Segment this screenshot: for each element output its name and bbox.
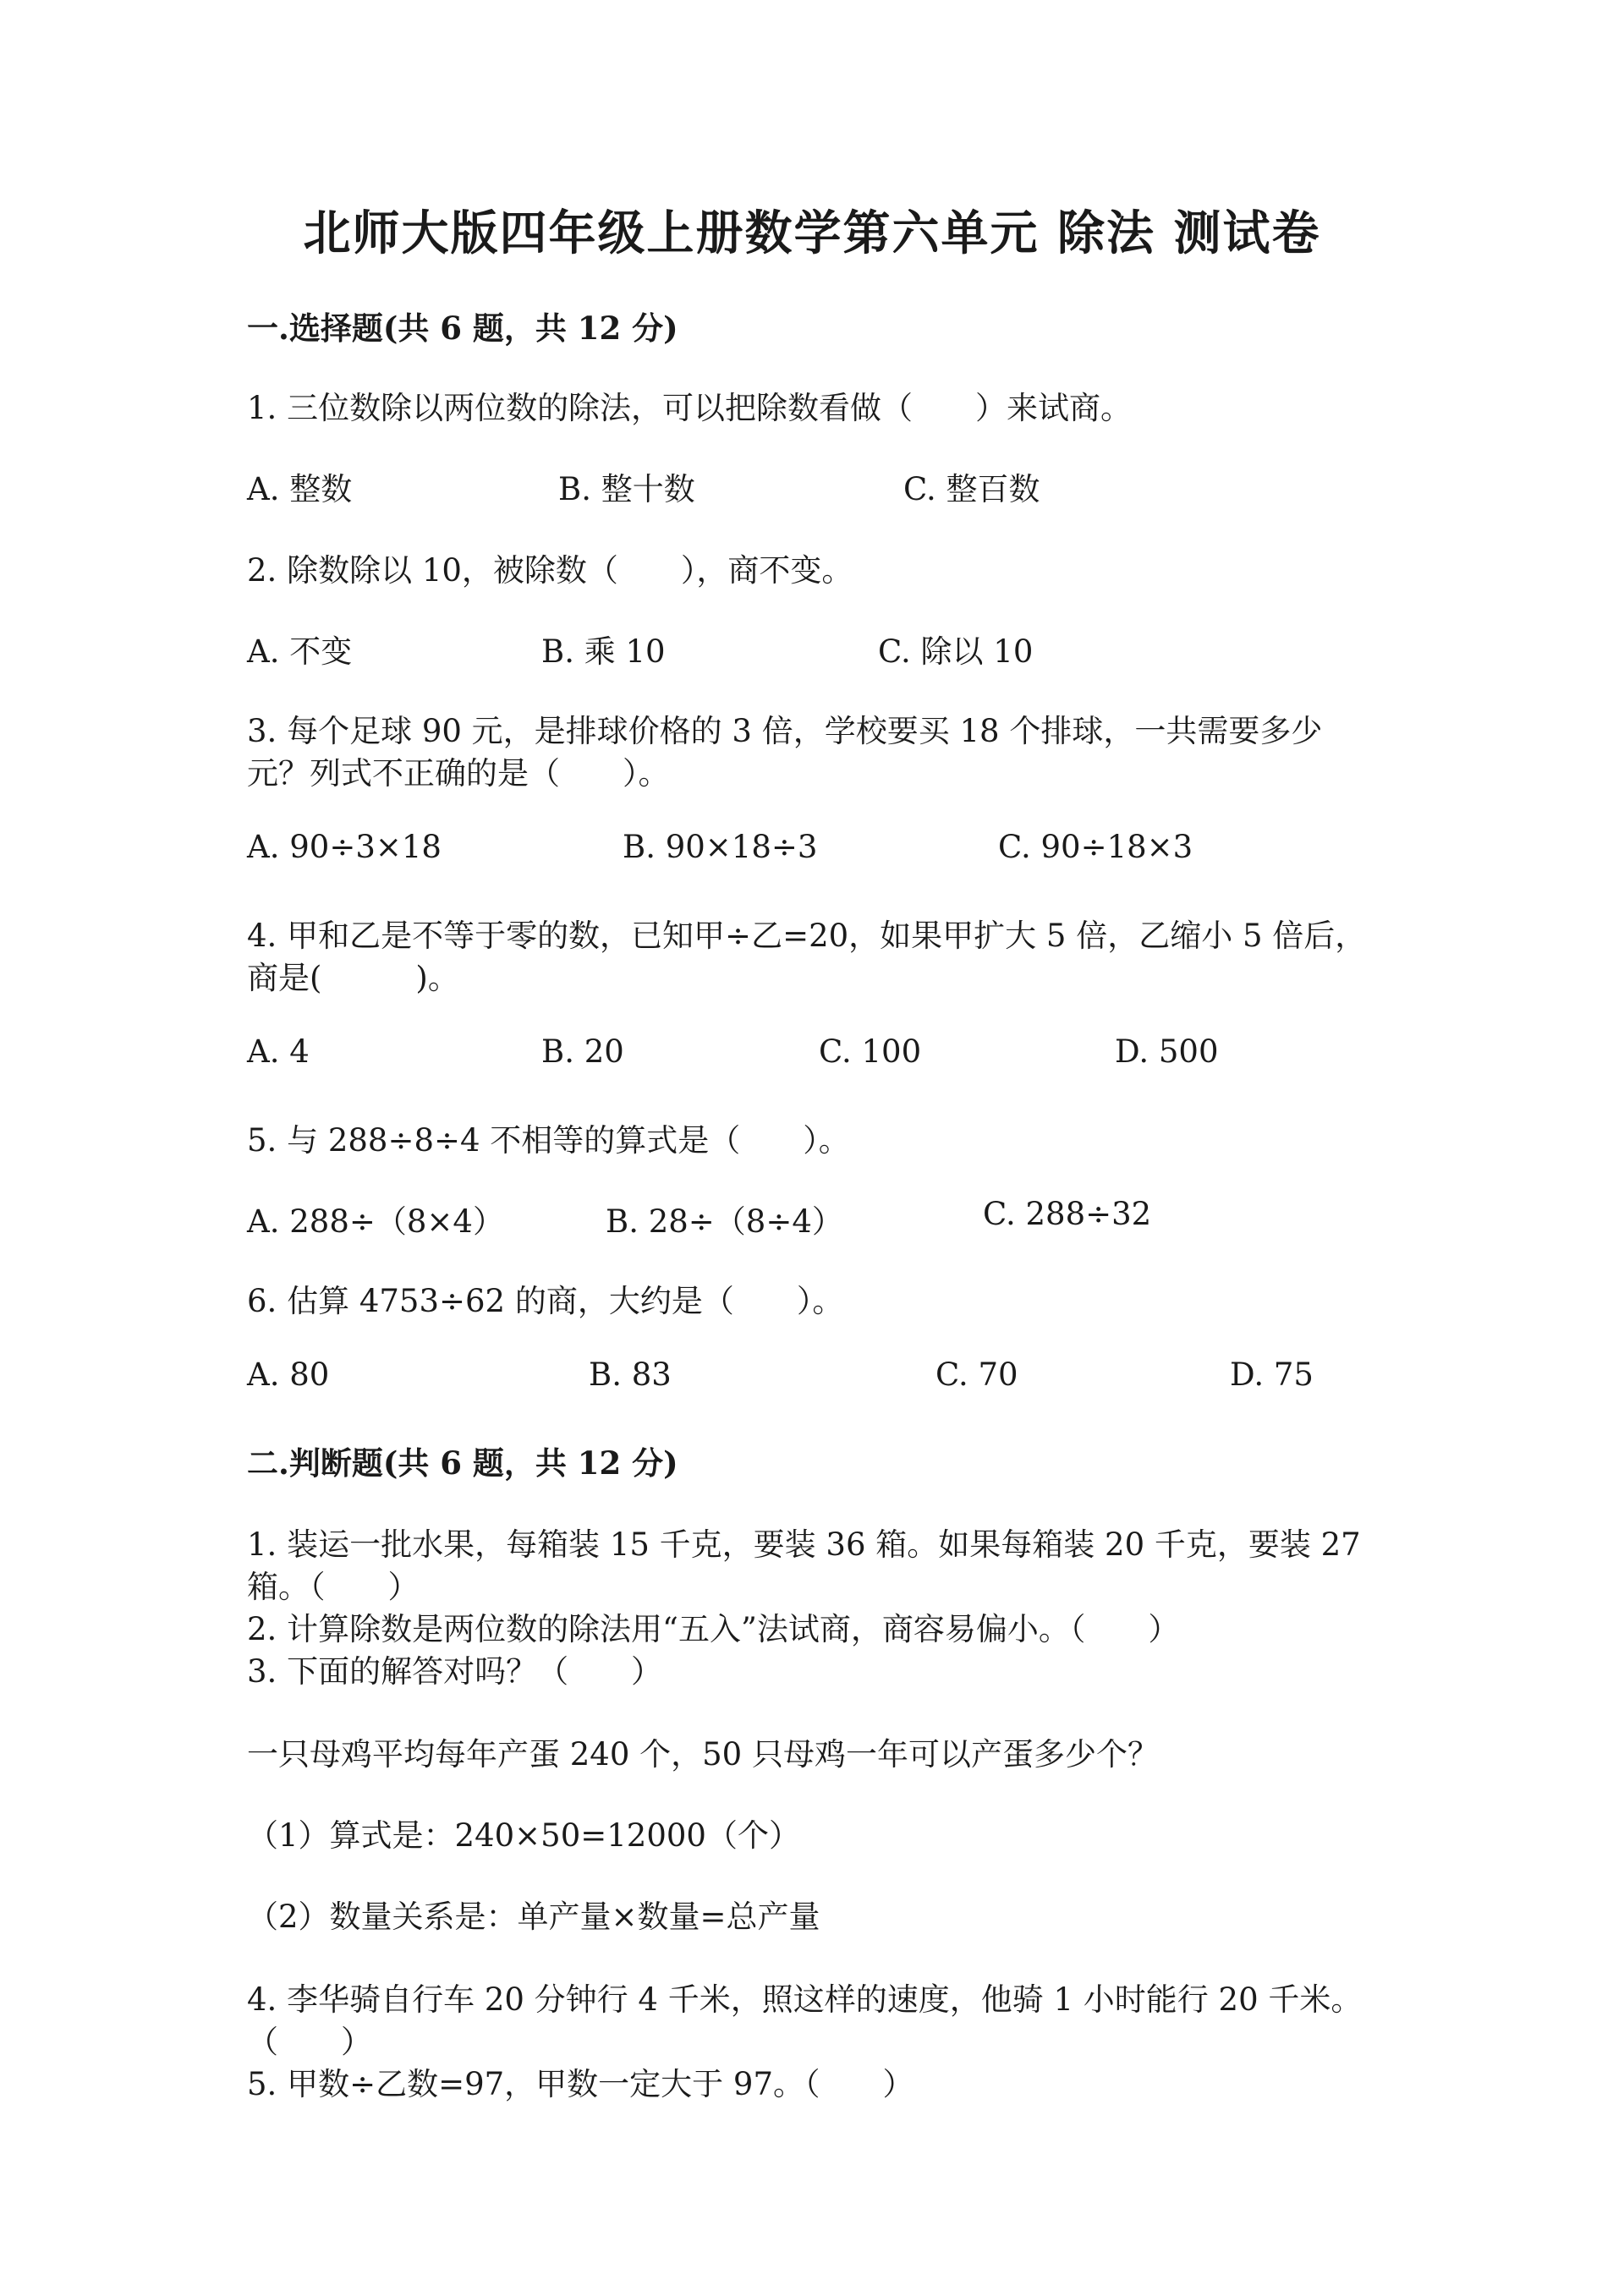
statement-text: （ ） — [247, 2024, 372, 2060]
statement-text: （1）算式是：240×50=12000（个） — [247, 1817, 800, 1854]
option-c: C. 288÷32 — [983, 1196, 1152, 1232]
option-a: A. 整数 — [247, 471, 353, 507]
statement-text: 5. 甲数÷乙数=97，甲数一定大于 97。（ ） — [247, 2066, 914, 2102]
section-heading-judgment: 二.判断题(共 6 题，共 12 分) — [247, 1444, 678, 1482]
statement-text: （2）数量关系是：单产量×数量=总产量 — [247, 1899, 820, 1935]
option-a: A. 288÷（8×4） — [247, 1203, 504, 1240]
statement-text: 2. 计算除数是两位数的除法用“五入”法试商，商容易偏小。（ ） — [247, 1611, 1180, 1647]
option-c: C. 70 — [935, 1356, 1018, 1393]
option-b: B. 乘 10 — [541, 633, 666, 670]
statement-text: 1. 装运一批水果，每箱装 15 千克，要装 36 箱。如果每箱装 20 千克，要装 27 — [247, 1526, 1361, 1563]
option-b: B. 83 — [589, 1356, 672, 1393]
question-text: 2. 除数除以 10，被除数（ ），商不变。 — [247, 552, 853, 589]
option-b: B. 90×18÷3 — [623, 829, 818, 865]
option-c: C. 除以 10 — [878, 633, 1034, 670]
question-text: 元？列式不正确的是（ ）。 — [247, 755, 670, 792]
question-text: 6. 估算 4753÷62 的商，大约是（ ）。 — [247, 1283, 844, 1319]
page-title: 北师大版四年级上册数学第六单元 除法 测试卷 — [303, 205, 1321, 261]
option-b: B. 20 — [541, 1033, 624, 1070]
option-d: D. 500 — [1115, 1033, 1219, 1070]
question-text: 5. 与 288÷8÷4 不相等的算式是（ ）。 — [247, 1122, 850, 1159]
option-b: B. 整十数 — [558, 471, 695, 507]
statement-text: 箱。（ ） — [247, 1569, 420, 1605]
question-text: 3. 每个足球 90 元，是排球价格的 3 倍，学校要买 18 个排球，一共需要多少 — [247, 713, 1323, 749]
question-text: 1. 三位数除以两位数的除法，可以把除数看做（ ）来试商。 — [247, 390, 1133, 426]
statement-text: 一只母鸡平均每年产蛋 240 个，50 只母鸡一年可以产蛋多少个？ — [247, 1736, 1159, 1773]
option-c: C. 整百数 — [903, 471, 1040, 507]
option-a: A. 4 — [247, 1033, 310, 1070]
option-a: A. 90÷3×18 — [247, 829, 442, 865]
option-a: A. 80 — [247, 1356, 330, 1393]
statement-text: 4. 李华骑自行车 20 分钟行 4 千米，照这样的速度，他骑 1 小时能行 20 千米。 — [247, 1981, 1363, 2018]
option-c: C. 100 — [819, 1033, 922, 1070]
statement-text: 3. 下面的解答对吗？（ ） — [247, 1653, 663, 1690]
question-text: 商是( )。 — [247, 960, 459, 996]
option-a: A. 不变 — [247, 633, 353, 670]
option-b: B. 28÷（8÷4） — [606, 1203, 843, 1240]
option-c: C. 90÷18×3 — [998, 829, 1193, 865]
option-d: D. 75 — [1230, 1356, 1314, 1393]
question-text: 4. 甲和乙是不等于零的数，已知甲÷乙=20，如果甲扩大 5 倍，乙缩小 5 倍后， — [247, 918, 1367, 954]
section-heading-choice: 一.选择题(共 6 题，共 12 分) — [247, 310, 678, 347]
